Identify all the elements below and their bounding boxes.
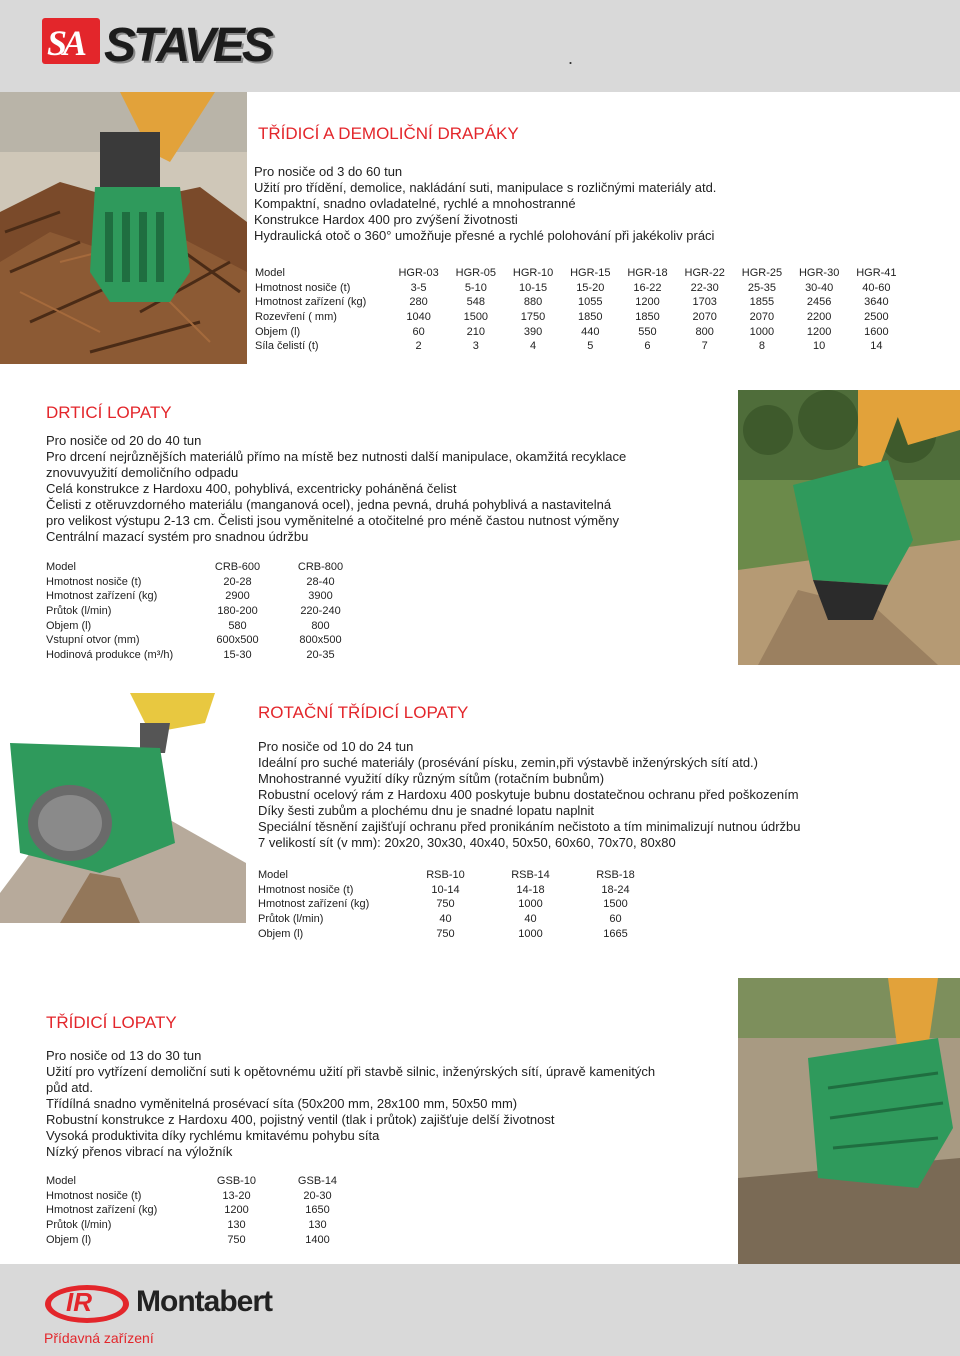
table-cell: RSB-10 xyxy=(426,869,465,882)
screening-line: Užití pro vytřízení demoliční suti k opětovnému užití při stavbě silnic, inženýrských sítí, úpravě kamenitých xyxy=(46,1064,656,1079)
table-cell: 4 xyxy=(529,340,537,353)
demolition-line: Hydraulická otoč o 360° umožňuje přesné a rychlé polohování při jakékoliv práci xyxy=(254,228,715,243)
table-row xyxy=(255,339,905,354)
table-cell: 130 xyxy=(308,1219,327,1232)
staves-logo: STAVES xyxy=(104,19,271,72)
table-cell: 8 xyxy=(758,340,765,353)
table-row xyxy=(255,266,905,281)
table-cell: 1665 xyxy=(603,927,628,940)
table-cell: 1400 xyxy=(305,1233,330,1246)
table-cell: 600x500 xyxy=(216,634,259,647)
table-cell: 20-35 xyxy=(306,648,335,661)
table-cell: Objem (l) xyxy=(258,927,304,940)
table-cell: 1000 xyxy=(749,325,775,338)
table-cell: 1650 xyxy=(305,1204,330,1217)
table-cell: Průtok (l/min) xyxy=(46,605,112,618)
table-cell: 210 xyxy=(466,325,485,338)
rotary-description xyxy=(258,739,801,851)
screening-description xyxy=(46,1048,655,1160)
rotary-line: Robustní ocelový rám z Hardoxu 400 poskytuje bubnu dostatečnou ochranu před poškozením xyxy=(258,787,799,802)
screening-line: Nízký přenos vibrací na výložník xyxy=(46,1144,233,1159)
table-cell: 2070 xyxy=(692,311,717,324)
table-row xyxy=(46,1174,358,1189)
table-row xyxy=(46,1218,358,1233)
table-cell: GSB-10 xyxy=(216,1175,257,1188)
table-cell: Vstupní otvor (mm) xyxy=(46,634,140,647)
crusher-spec-table xyxy=(46,560,362,662)
table-cell: 1500 xyxy=(603,898,628,911)
table-row xyxy=(255,324,905,339)
table-cell: HGR-03 xyxy=(398,267,439,280)
crusher-bucket-photo xyxy=(738,390,960,665)
rotary-title: ROTAČNÍ TŘÍDICÍ LOPATY xyxy=(258,703,469,722)
table-cell: Hmotnost zařízení (kg) xyxy=(258,898,370,911)
demolition-title: TŘÍDICÍ A DEMOLIČNÍ DRAPÁKY xyxy=(258,124,519,143)
table-cell: HGR-05 xyxy=(455,267,496,280)
table-row xyxy=(46,648,362,663)
table-cell: Objem (l) xyxy=(46,1233,92,1246)
crusher-line: pro velikost výstupu 2-13 cm. Čelisti jsou vyměnitelné a otočitelné pro méně častou nutnost výměny xyxy=(46,513,619,528)
table-cell: 1000 xyxy=(518,898,543,911)
table-cell: 15-20 xyxy=(576,281,605,294)
table-cell: 1703 xyxy=(692,296,717,309)
table-row xyxy=(46,1203,358,1218)
table-cell: 180-200 xyxy=(217,605,258,618)
table-cell: HGR-18 xyxy=(627,267,668,280)
rotary-spec-table xyxy=(258,868,658,941)
table-cell: HGR-10 xyxy=(512,267,554,280)
table-row xyxy=(258,912,658,927)
crusher-line: znovuvyužití demoličního odpadu xyxy=(46,465,239,480)
table-cell: HGR-15 xyxy=(570,267,611,280)
rotary-line: Ideální pro suché materiály (prosévání písku, zemin,při výstavbě inženýrských sítí atd.) xyxy=(258,755,758,770)
crusher-line: Pro nosiče od 20 do 40 tun xyxy=(46,433,202,448)
table-cell: 15-30 xyxy=(223,648,252,661)
table-cell: Síla čelistí (t) xyxy=(255,340,319,353)
table-cell: 1850 xyxy=(635,311,660,324)
table-row xyxy=(258,868,658,883)
table-cell: 280 xyxy=(409,296,428,309)
table-cell: CRB-600 xyxy=(214,561,261,574)
table-cell: 40-60 xyxy=(862,281,891,294)
table-row xyxy=(255,295,905,310)
table-cell: 440 xyxy=(581,325,600,338)
table-cell: Průtok (l/min) xyxy=(258,913,324,926)
screening-line: Robustní konstrukce z Hardoxu 400, pojistný ventil (tlak i průtok) zajišťuje delší životnost xyxy=(46,1112,555,1127)
table-cell: 1200 xyxy=(224,1204,249,1217)
table-cell: CRB-800 xyxy=(297,561,344,574)
screening-line: Vysoká produktivita díky rychlému kmitavému pohybu síta xyxy=(46,1128,380,1143)
table-cell: 40 xyxy=(524,913,537,926)
crusher-line: Centrální mazací systém pro snadnou údržbu xyxy=(46,529,309,544)
table-cell: 2070 xyxy=(749,311,775,324)
table-cell: 750 xyxy=(436,927,455,940)
staves-logo-sa: SA xyxy=(47,23,84,63)
demolition-line: Pro nosiče od 3 do 60 tun xyxy=(254,164,403,179)
table-cell: 1855 xyxy=(749,296,775,309)
screening-spec-table xyxy=(46,1174,358,1247)
table-cell: 800 xyxy=(695,325,714,338)
table-cell: 60 xyxy=(609,913,622,926)
table-cell: 1750 xyxy=(520,311,546,324)
crusher-title: DRTICÍ LOPATY xyxy=(46,403,172,422)
table-cell: RSB-14 xyxy=(511,869,550,882)
table-row xyxy=(258,897,658,912)
table-cell: 25-35 xyxy=(747,281,776,294)
table-row xyxy=(46,1189,358,1204)
table-cell: 14 xyxy=(870,340,883,353)
table-cell: 16-22 xyxy=(633,281,662,294)
table-row xyxy=(258,926,658,941)
table-cell: RSB-18 xyxy=(596,869,635,882)
table-cell: 2 xyxy=(415,340,422,353)
table-cell: Hmotnost nosiče (t) xyxy=(255,281,351,294)
table-cell: 800x500 xyxy=(299,634,342,647)
demolition-description xyxy=(254,164,716,244)
table-row xyxy=(46,604,362,619)
rotary-bucket-photo xyxy=(0,693,246,923)
rotary-line: 7 velikostí sít (v mm): 20x20, 30x30, 40x40, 50x50, 60x60, 70x70, 80x80 xyxy=(258,835,676,850)
table-cell: Hmotnost nosiče (t) xyxy=(258,883,354,896)
table-cell: 20-28 xyxy=(223,575,252,588)
table-cell: 60 xyxy=(412,325,425,338)
table-cell: GSB-14 xyxy=(297,1175,338,1188)
table-row xyxy=(46,575,362,590)
table-cell: 2200 xyxy=(806,311,832,324)
table-cell: 10-14 xyxy=(431,883,460,896)
table-cell: 880 xyxy=(523,296,543,309)
table-cell: Hmotnost nosiče (t) xyxy=(46,1189,142,1202)
screening-line: půd atd. xyxy=(46,1080,93,1095)
table-cell: 1500 xyxy=(463,311,489,324)
table-cell: 30-40 xyxy=(805,281,834,294)
table-cell: 130 xyxy=(227,1219,246,1232)
footer-label: Přídavná zařízení xyxy=(44,1330,154,1346)
table-cell: 22-30 xyxy=(690,281,719,294)
table-cell: Rozevření ( mm) xyxy=(255,311,337,324)
table-cell: 6 xyxy=(644,340,651,353)
table-cell: 5-10 xyxy=(464,281,487,294)
crusher-line: Celá konstrukce z Hardoxu 400, pohyblivá, excentricky poháněná čelist xyxy=(46,481,457,496)
table-cell: 750 xyxy=(436,898,455,911)
table-cell: 800 xyxy=(311,619,330,632)
table-cell: Hmotnost nosiče (t) xyxy=(46,575,142,588)
table-cell: 750 xyxy=(227,1233,246,1246)
table-cell: 3640 xyxy=(864,296,889,309)
table-row xyxy=(258,883,658,898)
table-cell: HGR-22 xyxy=(684,267,725,280)
ir-logo-text: IR xyxy=(66,1287,92,1317)
table-cell: 2900 xyxy=(225,590,250,603)
table-row xyxy=(46,633,362,648)
table-cell: Objem (l) xyxy=(255,325,301,338)
table-cell: 3 xyxy=(472,340,479,353)
table-row xyxy=(46,1232,358,1247)
table-cell: 3900 xyxy=(308,590,333,603)
table-cell: 5 xyxy=(587,340,594,353)
table-row xyxy=(46,618,362,633)
table-cell: 28-40 xyxy=(306,575,335,588)
table-cell: 548 xyxy=(466,296,485,309)
table-cell: 220-240 xyxy=(300,605,341,618)
table-cell: HGR-25 xyxy=(741,267,783,280)
table-cell: 18-24 xyxy=(601,883,630,896)
table-cell: Model xyxy=(46,1175,76,1188)
demolition-grab-photo xyxy=(0,92,247,364)
table-cell: 1000 xyxy=(518,927,543,940)
screening-title: TŘÍDICÍ LOPATY xyxy=(46,1013,177,1032)
demolition-line: Konstrukce Hardox 400 pro zvýšení životnosti xyxy=(254,212,518,227)
table-cell: Hmotnost zařízení (kg) xyxy=(46,1204,158,1217)
rotary-line: Díky šesti zubům a plochému dnu je snadné lopatu naplnit xyxy=(258,803,595,818)
table-cell: Model xyxy=(255,267,285,280)
table-cell: 7 xyxy=(701,340,708,353)
table-cell: 1055 xyxy=(578,296,603,309)
table-cell: 3-5 xyxy=(410,281,427,294)
table-cell: Objem (l) xyxy=(46,619,92,632)
crusher-description xyxy=(46,433,626,545)
table-cell: HGR-41 xyxy=(856,267,897,280)
table-cell: 2456 xyxy=(806,296,832,309)
rotary-line: Mnohostranné využití díky různým sítům (rotačním bubnům) xyxy=(258,771,605,786)
table-cell: 1850 xyxy=(578,311,603,324)
table-row xyxy=(46,560,362,575)
table-cell: 10 xyxy=(813,340,826,353)
table-row xyxy=(255,281,905,296)
table-cell: Hmotnost zařízení (kg) xyxy=(46,590,158,603)
table-cell: HGR-30 xyxy=(798,267,840,280)
table-cell: 13-20 xyxy=(222,1189,251,1202)
table-cell: 550 xyxy=(638,325,657,338)
screening-line: Pro nosiče od 13 do 30 tun xyxy=(46,1048,202,1063)
table-cell: 1200 xyxy=(806,325,832,338)
demolition-line: Užití pro třídění, demolice, nakládání suti, manipulace s rozličnými materiály atd. xyxy=(254,180,717,195)
table-cell: 1600 xyxy=(864,325,889,338)
demolition-spec-table xyxy=(255,266,905,354)
table-cell: Průtok (l/min) xyxy=(46,1219,112,1232)
table-cell: 40 xyxy=(439,913,452,926)
header-dot: . xyxy=(568,48,574,68)
crusher-line: Čelisti z otěruvzdorného materiálu (manganová ocel), jedna pevná, druhá pohyblivá a nastavitelná xyxy=(46,497,612,512)
rotary-line: Pro nosiče od 10 do 24 tun xyxy=(258,739,414,754)
table-cell: 1200 xyxy=(635,296,660,309)
table-cell: 1040 xyxy=(406,311,431,324)
table-cell: Model xyxy=(258,869,288,882)
table-cell: 580 xyxy=(228,619,247,632)
demolition-line: Kompaktní, snadno ovladatelné, rychlé a mnohostranné xyxy=(254,196,576,211)
table-cell: 2500 xyxy=(864,311,889,324)
table-cell: 390 xyxy=(523,325,543,338)
screening-line: Třídílná snadno vyměnitelná prosévací síta (50x200 mm, 28x100 mm, 50x50 mm) xyxy=(46,1096,518,1111)
montabert-logo: Montabert xyxy=(136,1285,272,1318)
table-row xyxy=(255,310,905,325)
screening-bucket-photo xyxy=(738,978,960,1264)
table-cell: 20-30 xyxy=(303,1189,332,1202)
table-row xyxy=(46,589,362,604)
rotary-line: Speciální těsnění zajišťují ochranu před pronikáním nečistoto a tím minimalizují nutnou údržbu xyxy=(258,819,801,834)
table-cell: 14-18 xyxy=(516,883,545,896)
crusher-line: Pro drcení nejrůznějších materiálů přímo na místě bez nutnosti další manipulace, okamžitá recyklace xyxy=(46,449,627,464)
table-cell: 10-15 xyxy=(518,281,548,294)
table-cell: Hodinová produkce (m³/h) xyxy=(46,648,174,661)
table-cell: Model xyxy=(46,561,76,574)
table-cell: Hmotnost zařízení (kg) xyxy=(255,296,367,309)
